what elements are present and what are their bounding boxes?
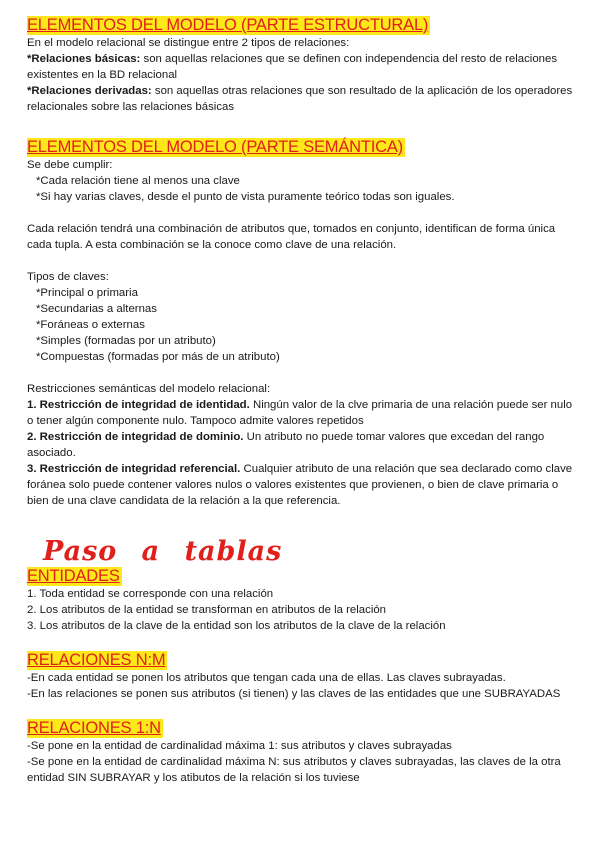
handwritten-title: Paso a tablas <box>43 536 283 567</box>
uno-n-item: -Se pone en la entidad de cardinalidad máxima 1: sus atributos y claves subrayadas <box>27 740 452 752</box>
basicas-label: *Relaciones básicas: <box>27 53 141 65</box>
tipo-item: *Compuestas (formadas por más de un atributo) <box>36 351 280 363</box>
section-relaciones-nm <box>27 651 575 702</box>
restriccion-referencial <box>27 461 575 509</box>
section-entidades <box>27 567 575 634</box>
heading-structural: ELEMENTOS DEL MODELO (PARTE ESTRUCTURAL) <box>27 16 429 34</box>
tipo-item: *Secundarias a alternas <box>36 303 157 315</box>
cumplir-item: *Cada relación tiene al menos una clave <box>36 175 240 187</box>
derivadas-text: son aquellas otras relaciones que son resultado de la aplicación de los operadores relacionales sobre las relaciones básicas <box>27 85 573 113</box>
clave-paragraph: Cada relación tendrá una combinación de atributos que, tomados en conjunto, identifican de forma única cada tupla. A esta combinación se la conoce como clave de una relación. <box>27 223 556 251</box>
derivadas-label: *Relaciones derivadas: <box>27 85 152 97</box>
r2-text: Un atributo no puede tomar valores que excedan del rango asociado. <box>27 431 545 459</box>
nm-item: -En cada entidad se ponen los atributos que tengan cada una de ellas. Las claves subrayadas. <box>27 672 506 684</box>
heading-relaciones-1n: RELACIONES 1:N <box>27 719 161 737</box>
r1-text: Ningún valor de la clve primaria de una relación puede ser nulo o tener algún componente nulo. Tampoco admite valores repetidos <box>27 399 573 427</box>
uno-n-item: -Se pone en la entidad de cardinalidad máxima N: sus atributos y claves subrayadas, las claves de la otra entidad SIN SUBRAYAR y los atibutos de la relación si los tuviese <box>27 756 561 784</box>
r2-label: 2. Restricción de integridad de dominio. <box>27 431 244 443</box>
cumplir-item: *Si hay varias claves, desde el punto de vista puramente teórico todas son iguales. <box>36 191 455 203</box>
cumplir-label: Se debe cumplir: <box>27 159 113 171</box>
document-page <box>27 16 575 786</box>
basicas-text: son aquellas relaciones que se definen con independencia del resto de relaciones existentes en la BD relacional <box>27 53 558 81</box>
tipo-item: *Simples (formadas por un atributo) <box>36 335 216 347</box>
nm-item: -En las relaciones se ponen sus atributos (si tienen) y las claves de las entidades que une SUBRAYADAS <box>27 688 561 700</box>
relaciones-basicas <box>27 51 575 83</box>
entidades-item: 1. Toda entidad se corresponde con una relación <box>27 588 274 600</box>
entidades-item: 3. Los atributos de la clave de la entidad son los atributos de la clave de la relación <box>27 620 446 632</box>
tipos-label: Tipos de claves: <box>27 271 109 283</box>
r3-label: 3. Restricción de integridad referencial. <box>27 463 241 475</box>
section-structural <box>27 16 575 115</box>
heading-entidades: ENTIDADES <box>27 567 120 585</box>
r3-text: Cualquier atributo de una relación que sea declarado como clave foránea solo puede contener valores nulos o valores existentes que provienen, o bien de clave primaria o bien de una clave candidata de la relación a la que referencia. <box>27 463 573 507</box>
restriccion-dominio <box>27 429 575 461</box>
restriccion-identidad <box>27 397 575 429</box>
structural-intro: En el modelo relacional se distingue entre 2 tipos de relaciones: <box>27 37 350 49</box>
tipo-item: *Principal o primaria <box>36 287 138 299</box>
section-semantic <box>27 138 575 509</box>
heading-relaciones-nm: RELACIONES N:M <box>27 651 166 669</box>
r1-label: 1. Restricción de integridad de identidad. <box>27 399 250 411</box>
heading-semantic: ELEMENTOS DEL MODELO (PARTE SEMÁNTICA) <box>27 138 403 156</box>
tipo-item: *Foráneas o externas <box>36 319 145 331</box>
section-relaciones-1n <box>27 719 575 786</box>
relaciones-derivadas <box>27 83 575 115</box>
restricciones-label: Restricciones semánticas del modelo relacional: <box>27 383 271 395</box>
entidades-item: 2. Los atributos de la entidad se transforman en atributos de la relación <box>27 604 387 616</box>
